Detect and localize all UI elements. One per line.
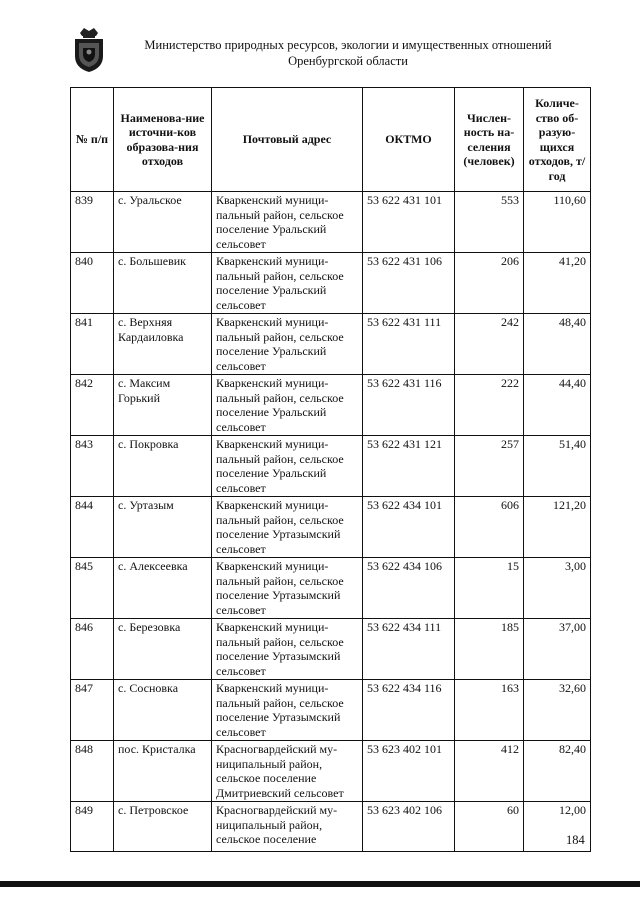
cell-oktmo: 53 622 431 111 (363, 314, 455, 375)
cell-address: Кваркенский муници-пальный район, сельское поселение Уральский сельсовет (212, 314, 363, 375)
cell-population: 206 (455, 253, 524, 314)
cell-population: 60 (455, 802, 524, 852)
cell-source-name: с. Уральское (114, 192, 212, 253)
table-header-row (71, 88, 591, 192)
cell-waste: 12,00 (524, 802, 591, 852)
cell-address: Кваркенский муници-пальный район, сельское поселение Уральский сельсовет (212, 375, 363, 436)
col-header-oktmo: ОКТМО (363, 88, 455, 192)
cell-number: 848 (71, 741, 114, 802)
cell-population: 553 (455, 192, 524, 253)
cell-address: Красногвардейский му-ниципальный район, сельское поселение (212, 802, 363, 852)
cell-waste: 48,40 (524, 314, 591, 375)
region-name: Оренбургской области (288, 54, 408, 68)
cell-address: Кваркенский муници-пальный район, сельское поселение Уртазымский сельсовет (212, 619, 363, 680)
cell-oktmo: 53 623 402 101 (363, 741, 455, 802)
bottom-rule (0, 881, 640, 887)
cell-population: 606 (455, 497, 524, 558)
cell-source-name: с. Максим Горький (114, 375, 212, 436)
cell-source-name: с. Верхняя Кардаиловка (114, 314, 212, 375)
cell-address: Красногвардейский му-ниципальный район, сельское поселение Дмитриевский сельсовет (212, 741, 363, 802)
cell-source-name: с. Большевик (114, 253, 212, 314)
cell-source-name: с. Покровка (114, 436, 212, 497)
col-header-number: № п/п (71, 88, 114, 192)
cell-population: 257 (455, 436, 524, 497)
col-header-waste: Количе-ство об-разую-щихся отходов, т/год (524, 88, 591, 192)
cell-source-name: пос. Кристалка (114, 741, 212, 802)
table-row (71, 314, 591, 375)
cell-source-name: с. Уртазым (114, 497, 212, 558)
cell-oktmo: 53 622 434 111 (363, 619, 455, 680)
cell-number: 846 (71, 619, 114, 680)
cell-population: 242 (455, 314, 524, 375)
cell-source-name: с. Алексеевка (114, 558, 212, 619)
page-number: 184 (566, 833, 585, 847)
cell-waste: 121,20 (524, 497, 591, 558)
table-row (71, 497, 591, 558)
cell-address: Кваркенский муници-пальный район, сельское поселение Уральский сельсовет (212, 253, 363, 314)
cell-waste: 32,60 (524, 680, 591, 741)
cell-waste: 82,40 (524, 741, 591, 802)
table-row (71, 436, 591, 497)
cell-population: 222 (455, 375, 524, 436)
cell-number: 841 (71, 314, 114, 375)
cell-population: 412 (455, 741, 524, 802)
cell-oktmo: 53 622 431 106 (363, 253, 455, 314)
cell-population: 185 (455, 619, 524, 680)
table-row (71, 680, 591, 741)
table-row (71, 375, 591, 436)
cell-number: 842 (71, 375, 114, 436)
table-row (71, 558, 591, 619)
cell-population: 163 (455, 680, 524, 741)
cell-population: 15 (455, 558, 524, 619)
cell-waste: 41,20 (524, 253, 591, 314)
cell-oktmo: 53 622 431 116 (363, 375, 455, 436)
col-header-population: Числен-ность на-селения (человек) (455, 88, 524, 192)
table-row (71, 253, 591, 314)
ministry-header (118, 37, 578, 69)
col-header-address: Почтовый адрес (212, 88, 363, 192)
cell-waste: 110,60 (524, 192, 591, 253)
cell-source-name: с. Березовка (114, 619, 212, 680)
cell-address: Кваркенский муници-пальный район, сельское поселение Уральский сельсовет (212, 192, 363, 253)
table-row (71, 741, 591, 802)
cell-number: 845 (71, 558, 114, 619)
cell-oktmo: 53 622 431 121 (363, 436, 455, 497)
cell-number: 843 (71, 436, 114, 497)
cell-number: 840 (71, 253, 114, 314)
table-row (71, 619, 591, 680)
cell-waste: 44,40 (524, 375, 591, 436)
orenburg-coat-of-arms-icon (71, 26, 107, 74)
ministry-name: Министерство природных ресурсов, экологии и имущественных отношений (144, 38, 552, 52)
table-row (71, 192, 591, 253)
cell-source-name: с. Петровское (114, 802, 212, 852)
cell-number: 849 (71, 802, 114, 852)
cell-oktmo: 53 622 434 101 (363, 497, 455, 558)
cell-oktmo: 53 622 434 106 (363, 558, 455, 619)
cell-oktmo: 53 622 434 116 (363, 680, 455, 741)
cell-waste: 51,40 (524, 436, 591, 497)
cell-address: Кваркенский муници-пальный район, сельское поселение Уртазымский сельсовет (212, 680, 363, 741)
waste-sources-table (70, 87, 591, 852)
table-row (71, 802, 591, 852)
cell-number: 847 (71, 680, 114, 741)
cell-oktmo: 53 623 402 106 (363, 802, 455, 852)
cell-address: Кваркенский муници-пальный район, сельское поселение Уральский сельсовет (212, 436, 363, 497)
cell-number: 839 (71, 192, 114, 253)
cell-number: 844 (71, 497, 114, 558)
cell-waste: 3,00 (524, 558, 591, 619)
cell-source-name: с. Сосновка (114, 680, 212, 741)
cell-address: Кваркенский муници-пальный район, сельское поселение Уртазымский сельсовет (212, 558, 363, 619)
cell-oktmo: 53 622 431 101 (363, 192, 455, 253)
cell-address: Кваркенский муници-пальный район, сельское поселение Уртазымский сельсовет (212, 497, 363, 558)
col-header-source-name: Наименова-ние источни-ков образова-ния отходов (114, 88, 212, 192)
cell-waste: 37,00 (524, 619, 591, 680)
